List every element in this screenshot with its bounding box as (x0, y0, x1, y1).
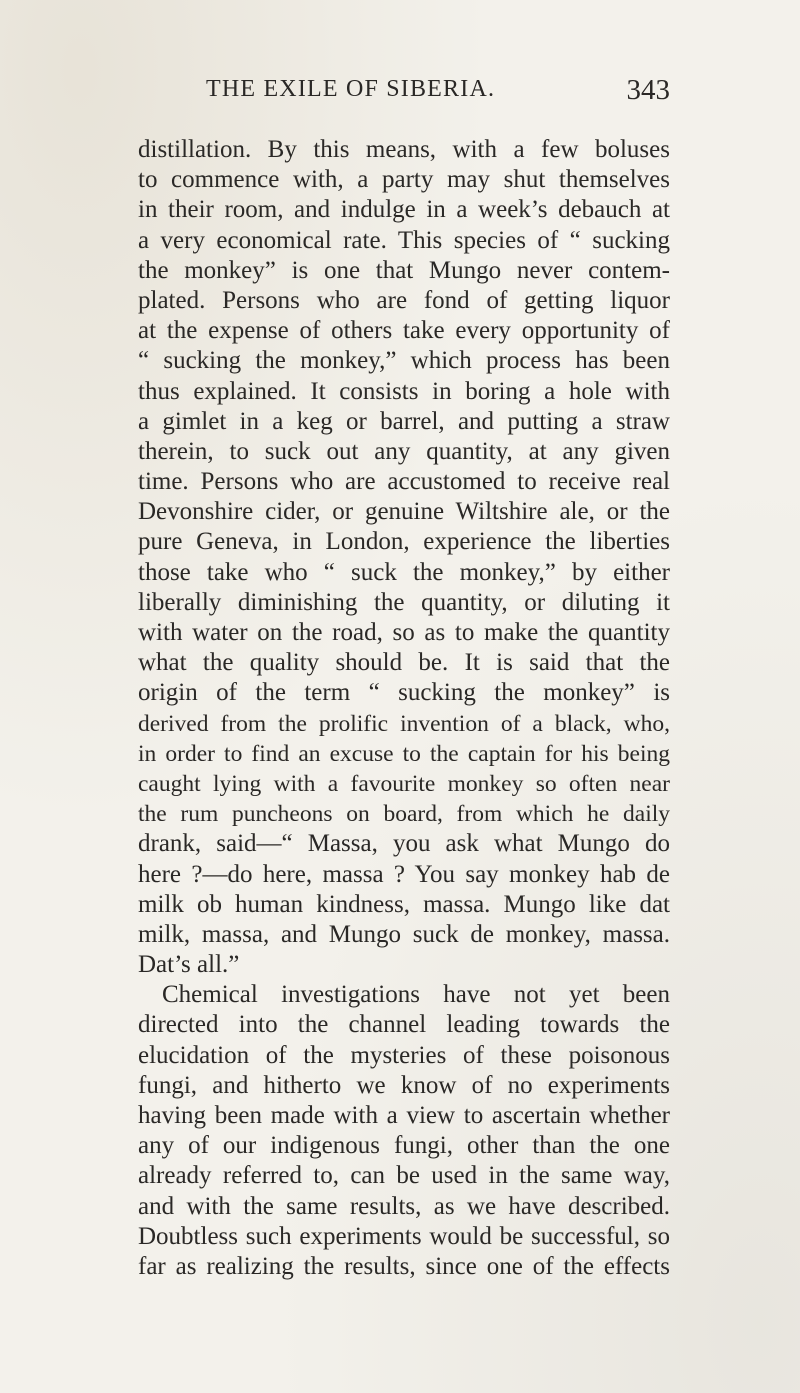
text-line: origin of the term “ sucking the monkey” is (138, 679, 670, 707)
text-line: pure Geneva, in London, experience the liberties (138, 528, 670, 556)
text-line: far as realizing the results, since one of the effects (138, 1252, 670, 1280)
page-header (170, 76, 670, 116)
text-line: at the expense of others take every opportunity of (138, 317, 670, 345)
text-line: therein, to suck out any quantity, at any given (138, 437, 670, 465)
text-line: here ?—do here, massa ? You say monkey hab de (138, 860, 670, 888)
text-line: fungi, and hitherto we know of no experiments (138, 1071, 670, 1099)
text-line: elucidation of the mysteries of these poisonous (138, 1041, 670, 1069)
text-line: having been made with a view to ascertain whether (138, 1102, 670, 1129)
text-line: in their room, and indulge in a week’s debauch at (138, 196, 670, 224)
text-line: the monkey” is one that Mungo never contem- (138, 256, 670, 284)
text-line: milk ob human kindness, massa. Mungo like dat (138, 890, 670, 918)
text-line: in order to find an excuse to the captain for his being (138, 740, 670, 767)
running-head: THE EXILE OF SIBERIA. (206, 76, 496, 102)
text-line: already referred to, can be used in the same way, (138, 1162, 670, 1190)
text-line: a gimlet in a keg or barrel, and putting a straw (138, 407, 670, 435)
text-line: those take who “ suck the monkey,” by either (138, 558, 670, 586)
paragraph-end-line: Dat’s all.” (138, 951, 240, 979)
text-line: plated. Persons who are fond of getting liquor (138, 286, 670, 314)
text-line: what the quality should be. It is said that the (138, 649, 670, 677)
text-line: Doubtless such experiments would be successful, so (138, 1222, 670, 1250)
text-line: directed into the channel leading towards the (138, 1011, 670, 1039)
text-line: time. Persons who are accustomed to receive real (138, 468, 670, 496)
text-line: Devonshire cider, or genuine Wiltshire ale, or the (138, 498, 670, 526)
text-line: distillation. By this means, with a few boluses (138, 136, 670, 163)
text-line: and with the same results, as we have described. (138, 1192, 670, 1220)
text-line: any of our indigenous fungi, other than the one (138, 1132, 670, 1160)
text-line: drank, said—“ Massa, you ask what Mungo do (138, 830, 670, 858)
text-line: a very economical rate. This species of “ sucking (138, 226, 670, 254)
text-line: with water on the road, so as to make the quantity (138, 619, 670, 646)
page-number: 343 (626, 74, 670, 106)
paragraph-start-line: Chemical investigations have not yet been (162, 981, 670, 1009)
text-line: milk, massa, and Mungo suck de monkey, massa. (138, 920, 670, 948)
text-line: derived from the prolific invention of a black, who, (138, 710, 670, 737)
text-line: to commence with, a party may shut themselves (138, 166, 670, 194)
body-text (138, 135, 670, 1282)
text-line: thus explained. It consists in boring a hole with (138, 377, 670, 405)
text-line: caught lying with a favourite monkey so often near (138, 770, 670, 797)
text-line: “ sucking the monkey,” which process has been (138, 347, 670, 375)
text-line: liberally diminishing the quantity, or diluting it (138, 588, 670, 616)
text-line: the rum puncheons on board, from which he daily (138, 801, 670, 828)
